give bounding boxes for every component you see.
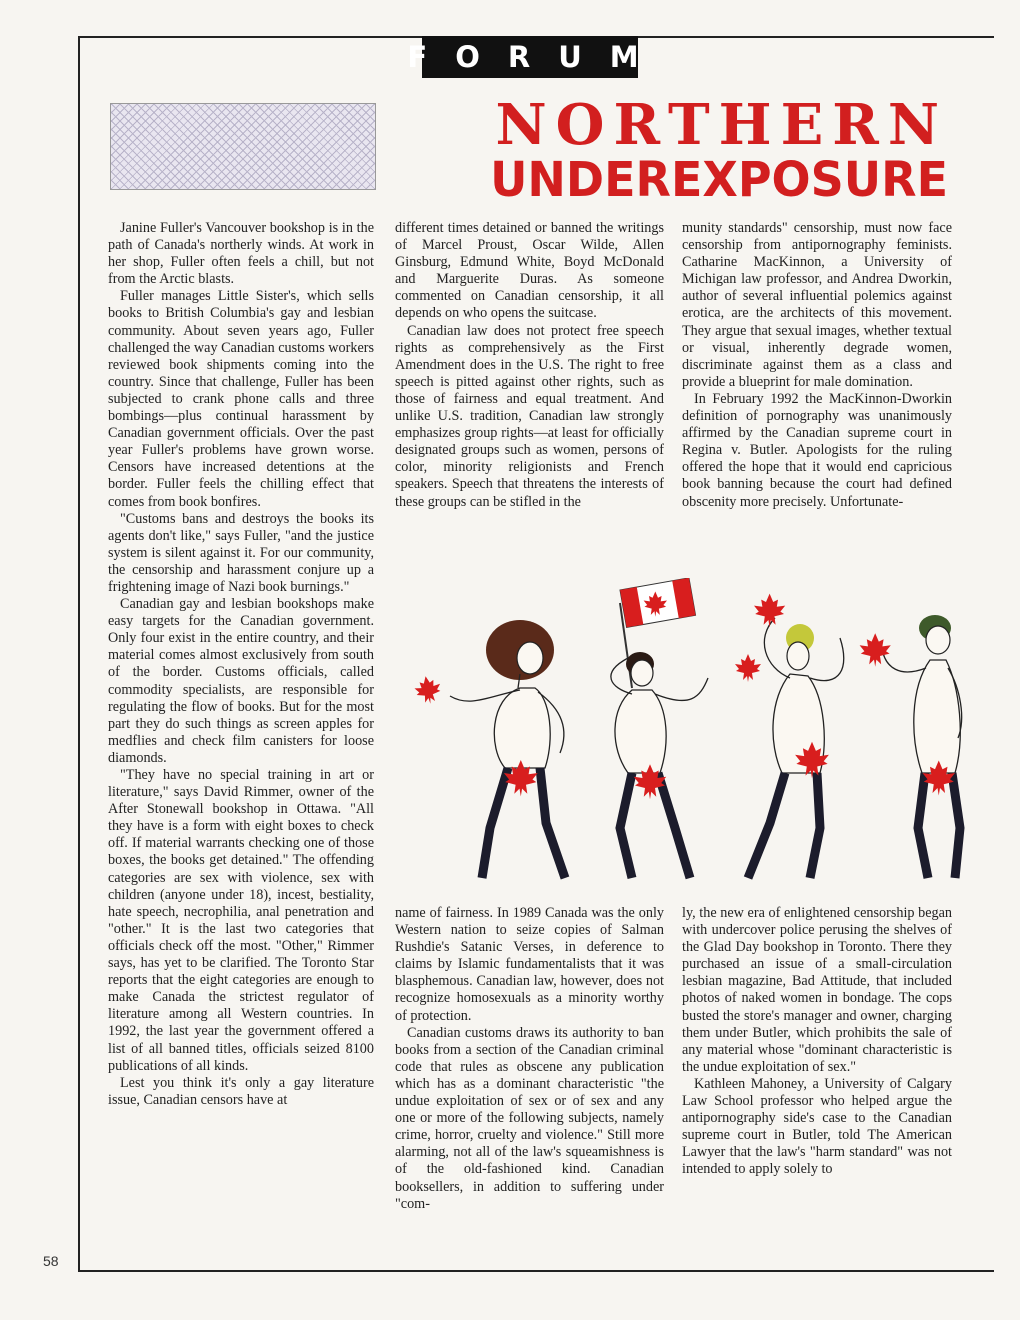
paragraph: name of fairness. In 1989 Canada was the only Western nation to seize copies of Salman Rushdie's Satanic Verses, in deference to claims by Islamic fundamentalists that it was blasphemous. Canadian law, however, does not recognize homosexuals as a minority worthy of protection.: [395, 905, 664, 1024]
article-column-3-top: [682, 220, 952, 511]
dancer-figure: [611, 578, 708, 878]
section-kicker: FORUM: [422, 36, 638, 78]
decorative-pattern-box: [110, 103, 376, 190]
article-column-2-bottom: [395, 905, 664, 1213]
paragraph: different times detained or banned the writings of Marcel Proust, Oscar Wilde, Allen Ginsburg, Edmund White, Boyd McDonald and Marguerite Duras. As someone commented on Canadian censorship, it all depends on who opens the suitcase.: [395, 220, 664, 322]
paragraph: "They have no special training in art or literature," says David Rimmer, owner of the After Stonewall bookshop in Ottawa. "All they have is a form with eight boxes to check off. If material warrants checking one of those boxes, the books get detained." The offending categories are sex with violence, sex with children (anyone under 18), incest, bestiality, hate speech, necrophilia, anal penetration and "other." It is the last two categories that officials check off the most. "Other," Rimmer says, has yet to be clarified. The Toronto Star reports that the eight categories are enough to make Canada the strictest regulator of literature among all Western countries. In 1992, the last year the government offered a list of all banned titles, officials seized 8100 publications of all kinds.: [108, 767, 374, 1074]
article-column-2-top: [395, 220, 664, 511]
paragraph: In February 1992 the MacKinnon-Dworkin definition of pornography was unanimously affirmed by the Canadian supreme court in Regina v. Butler. Apologists for the ruling offered the hope that it would end capricious book banning because the court had defined obscenity more precisely. Unfortunate-: [682, 390, 952, 510]
paragraph: Fuller manages Little Sister's, which sells books to British Columbia's gay and lesbian community. About seven years ago, Fuller challenged the way Canadian customs workers reviewed book shipments coming into the country. Since that challenge, Fuller has been subjected to crank phone calls and three bombings—plus continual harassment by Canadian government officials. Over the past year Fuller's problems have grown worse. Censors have increased detentions at the border. Fuller feels the chilling effect that comes from book bonfires.: [108, 288, 374, 510]
paragraph: Kathleen Mahoney, a University of Calgary Law School professor who helped argue the antipornography side's case to the Canadian supreme court in Butler, told The American Lawyer that the law's "harm standard" was not intended to apply solely to: [682, 1075, 952, 1178]
article-column-3-bottom: [682, 905, 952, 1179]
paragraph: Lest you think it's only a gay literature issue, Canadian censors have at: [108, 1074, 374, 1108]
frame-bottom-rule: [78, 1270, 994, 1272]
dancers-illustration: [370, 578, 970, 900]
paragraph: ly, the new era of enlightened censorship began with undercover police perusing the shelves of the Glad Day bookshop in Toronto. There they purchased an issue of a small-circulation lesbian magazine, Bad Attitude, that included photos of naked women in bondage. The cops busted the store's manager and owner, charging them under Butler, which prohibits the sale of any material whose "dominant characteristic is the undue exploitation of sex.": [682, 905, 952, 1075]
headline-line-1: NORTHERN: [495, 92, 948, 158]
dancer-figure: [860, 615, 962, 878]
paragraph: munity standards" censorship, must now face censorship from antipornography feminists. Catharine MacKinnon, a University of Michigan law professor, and Andrea Dworkin, author of several influential polemics against erotica, are the architects of this movement. They argue that sexual images, whether textual or visual, inherently degrade women, discriminate against them as a class and provide a blueprint for male domination.: [682, 220, 952, 390]
headline: [490, 92, 948, 208]
page-number: 58: [43, 1253, 59, 1269]
headline-line-2: UNDEREXPOSURE: [490, 150, 948, 208]
paragraph: Janine Fuller's Vancouver bookshop is in the path of Canada's northerly winds. At work in her shop, Fuller often feels a chill, but not from the Arctic blasts.: [108, 220, 374, 288]
paragraph: Canadian gay and lesbian bookshops make easy targets for the Canadian government. Only four exist in the entire country, and their material comes almost exclusively from south of the border. Customs officials, called commodity specialists, are responsible for regulating the flow of books. But for the most part they do such things as screen apples for medflies and check film canisters for loose diamonds.: [108, 596, 374, 766]
dancer-figure: [413, 620, 565, 878]
frame-left-rule: [78, 36, 80, 1270]
paragraph: Canadian customs draws its authority to ban books from a section of the Canadian criminal code that rules as obscene any publication which has as a dominant characteristic "the undue exploitation of sex or of sex and any one or more of the following subjects, namely crime, horror, cruelty and violence." Still more alarming, not all of the law's squeamishness is of the old-fashioned kind. Canadian booksellers, in addition to suffering under "com-: [395, 1024, 664, 1212]
article-column-1: [108, 220, 374, 1109]
paragraph: Canadian law does not protect free speech rights as comprehensively as the First Amendment does in the U.S. The right to free speech is pitted against other rights, such as those of fairness and equal treatment. And unlike U.S. tradition, Canadian law strongly emphasizes group rights—at least for officially designated groups such as women, persons of color, minority religionists and French speakers. Speech that threatens the interests of these groups can be stifled in the: [395, 322, 664, 510]
paragraph: "Customs bans and destroys the books its agents don't like," says Fuller, "and the justice system is silent against it. For our community, the censorship and harassment conjure up a frightening image of Nazi book burnings.": [108, 510, 374, 595]
dancer-figure: [735, 594, 844, 878]
